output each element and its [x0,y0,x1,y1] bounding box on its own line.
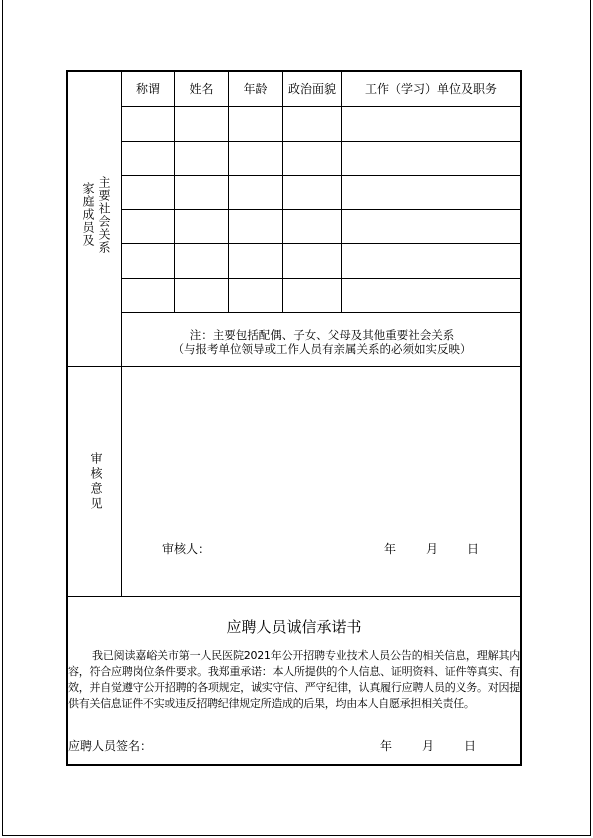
application-form-table [66,70,522,766]
review-year-label: 年 [384,542,397,556]
family-cell-title[interactable] [122,176,174,209]
header-name: 姓名 [189,82,214,96]
review-section-label: 审核意见 [89,452,103,512]
family-section-label-part1: 家庭成员及 [81,182,95,247]
review-pledge-divider [68,596,520,597]
header-age: 年龄 [243,82,268,96]
family-section-label-part2: 主要社会关系 [97,176,111,254]
header-political-status: 政治面貌 [287,82,336,96]
family-cell-age[interactable] [229,244,282,278]
family-cell-age[interactable] [229,210,282,243]
grid-row-line [122,312,520,313]
family-cell-political-status[interactable] [283,176,341,209]
family-cell-name[interactable] [175,210,228,243]
family-note-line1: 注：主要包括配偶、子女、父母及其他重要社会关系 [189,328,455,342]
family-cell-political-status[interactable] [283,210,341,243]
family-cell-title[interactable] [122,244,174,278]
review-month-label: 月 [426,542,439,556]
signature-field[interactable] [152,734,372,756]
family-cell-political-status[interactable] [283,107,341,141]
family-cell-title[interactable] [122,142,174,175]
family-cell-political-status[interactable] [283,244,341,278]
family-cell-name[interactable] [175,107,228,141]
family-cell-name[interactable] [175,244,228,278]
review-opinion-area[interactable] [122,367,520,596]
family-cell-age[interactable] [229,142,282,175]
pledge-title: 应聘人员诚信承诺书 [226,618,362,636]
family-cell-workplace-position[interactable] [342,176,519,209]
pledge-paragraph: 我已阅读嘉峪关市第一人民医院2021年公开招聘专业技术人员公告的相关信息，理解其内容，符合应聘岗位条件要求。我郑重承诺：本人所提供的个人信息、证明资料、证件等真实、有效，并自觉遵守公开招聘的各项规定，诚实守信、严守纪律，认真履行应聘人员的义务。对因提供有关信息证件不实或违反招聘纪律规定所造成的后果，均由本人自愿承担相关责任。 [68,649,520,710]
header-workplace-position: 工作（学习）单位及职务 [364,82,497,96]
family-cell-age[interactable] [229,279,282,311]
family-note-line2: （与报考单位领导或工作人员有亲属关系的必须如实反映） [172,342,472,356]
pledge-day-label: 日 [464,739,477,753]
family-cell-title[interactable] [122,279,174,311]
pledge-body [68,648,520,712]
header-title: 称谓 [135,82,160,96]
family-cell-political-status[interactable] [283,279,341,311]
family-cell-workplace-position[interactable] [342,279,519,311]
family-cell-workplace-position[interactable] [342,210,519,243]
family-cell-age[interactable] [229,107,282,141]
pledge-year-label: 年 [380,739,393,753]
signature-label: 应聘人员签名： [68,739,153,753]
family-cell-name[interactable] [175,279,228,311]
family-cell-name[interactable] [175,142,228,175]
family-cell-workplace-position[interactable] [342,107,519,141]
family-cell-age[interactable] [229,176,282,209]
pledge-month-label: 月 [422,739,435,753]
review-day-label: 日 [467,542,480,556]
family-cell-title[interactable] [122,107,174,141]
family-cell-political-status[interactable] [283,142,341,175]
family-cell-workplace-position[interactable] [342,244,519,278]
family-cell-title[interactable] [122,210,174,243]
family-cell-workplace-position[interactable] [342,142,519,175]
family-cell-name[interactable] [175,176,228,209]
reviewer-label: 审核人： [162,542,211,556]
